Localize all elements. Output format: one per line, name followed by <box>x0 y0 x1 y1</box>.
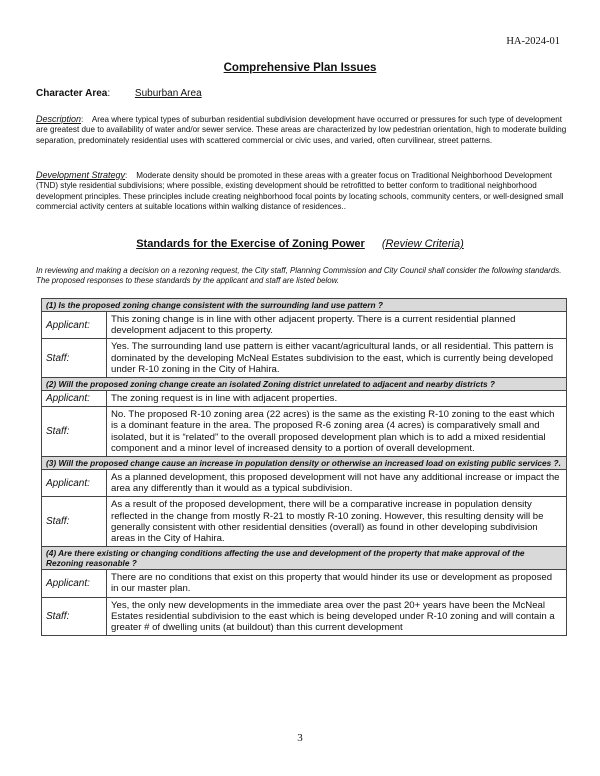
criterion-1-question: (1) Is the proposed zoning change consistent with the surrounding land use pattern ? <box>42 299 567 312</box>
standards-subtitle: (Review Criteria) <box>381 238 464 250</box>
criterion-1-applicant-row <box>42 312 567 339</box>
staff-label: Staff: <box>42 339 107 378</box>
character-area: Character Area: Suburban Area <box>36 88 202 99</box>
standards-intro: In reviewing and making a decision on a rezoning request, the City staff, Planning Commission and City Council shall consider the following standards. The proposed responses to these standards by the applicant and staff are listed below. <box>36 266 562 286</box>
criterion-1-staff-response: Yes. The surrounding land use pattern is either vacant/agricultural lands, or all residential. This pattern is dominated by the developing McNeal Estates subdivision to the east, which is currently being developed under R-10 zoning in the City of Hahira. <box>107 339 567 378</box>
criterion-2-question-row <box>42 378 567 391</box>
staff-label: Staff: <box>42 597 107 636</box>
criterion-2-question: (2) Will the proposed zoning change create an isolated Zoning district unrelated to adjacent and nearby districts ? <box>42 378 567 391</box>
criterion-2-staff-response: No. The proposed R-10 zoning area (22 acres) is the same as the existing R-10 zoning to the east which is a dominant feature in the area. The proposed R-6 zoning area (4 acres) is comparatively small and isolated, but it is “related” to the overall proposed development plan which is to add a mixed residential component and a minor level of increased density to a portion of overall development. <box>107 407 567 457</box>
criterion-1-applicant-response: This zoning change is in line with other adjacent property. There is a current residential planned development adjacent to this property. <box>107 312 567 339</box>
criteria-table <box>41 298 567 636</box>
criterion-1-question-row <box>42 299 567 312</box>
criterion-4-staff-row <box>42 597 567 636</box>
staff-label: Staff: <box>42 497 107 547</box>
character-area-value: Suburban Area <box>134 88 202 99</box>
strategy-label: Development Strategy <box>36 170 126 180</box>
criterion-4-staff-response: Yes, the only new developments in the immediate area over the past 20+ years have been the McNeal Estates residential subdivision to the east which is being developed under R-10 zoning and will contain a greater # of dwelling units (at buildout) than this current development <box>107 597 567 636</box>
criterion-2-applicant-row <box>42 391 567 407</box>
applicant-label: Applicant: <box>42 570 107 597</box>
strategy-paragraph: Development Strategy: Moderate density should be promoted in these areas with a greater focus on Traditional Neighborhood Development (TND) style residential subdivisions; where possible, existing development should be retrofitted to better conform to traditional neighborhood development principles. These principles include creating neighborhood focal points by locating schools, community centers, or well-designed small commercial activity centers at suitable locations within walking distance of residences.. <box>36 170 564 212</box>
page-number: 3 <box>297 732 303 744</box>
strategy-text: Moderate density should be promoted in these areas with a greater focus on Traditional Neighborhood Development (TND) style residential subdivisions; where possible, existing development should be retrofitted to better conform to traditional neighborhood development principles. These principles include creating neighborhood focal points by locating schools, community centers, or well-designed small commercial activity centers at suitable locations within walking distance of residences.. <box>36 171 564 212</box>
criterion-3-staff-row <box>42 497 567 547</box>
character-area-label: Character Area <box>36 88 108 99</box>
standards-heading <box>0 238 600 250</box>
applicant-label: Applicant: <box>42 470 107 497</box>
criterion-3-staff-response: As a result of the proposed development, there will be a comparative increase in population density reflected in the change from mostly R-21 to mostly R-10 zoning. However, this resulting density will be generally consistent with other residential densities (overall) as found in other developing subdivision areas in the City of Hahira. <box>107 497 567 547</box>
document-id: HA-2024-01 <box>506 36 560 47</box>
criterion-4-question: (4) Are there existing or changing conditions affecting the use and development of the property that make approval of the Rezoning reasonable ? <box>42 547 567 570</box>
applicant-label: Applicant: <box>42 312 107 339</box>
description-label: Description <box>36 114 82 124</box>
criterion-3-applicant-row <box>42 470 567 497</box>
standards-title: Standards for the Exercise of Zoning Power <box>136 238 365 250</box>
staff-label: Staff: <box>42 407 107 457</box>
criterion-3-question-row <box>42 457 567 470</box>
criterion-2-applicant-response: The zoning request is in line with adjacent properties. <box>107 391 567 407</box>
applicant-label: Applicant: <box>42 391 107 407</box>
criterion-3-applicant-response: As a planned development, this proposed development will not have any additional increase or impact the area any differently than it would as a typical subdivision. <box>107 470 567 497</box>
criterion-4-question-row <box>42 547 567 570</box>
criterion-4-applicant-response: There are no conditions that exist on this property that would hinder its use or development as proposed in our master plan. <box>107 570 567 597</box>
description-paragraph: Description: Area where typical types of suburban residential subdivision development have occurred or pressures for such type of development are greatest due to availability of water and/or sewer service. These areas are characterized by low pedestrian orientation, high to moderate building separation, predominately residential uses with scattered commercial or civic uses, and varied, often curvilinear, street patterns. <box>36 114 567 145</box>
criterion-1-staff-row <box>42 339 567 378</box>
criterion-4-applicant-row <box>42 570 567 597</box>
criterion-2-staff-row <box>42 407 567 457</box>
criterion-3-question: (3) Will the proposed change cause an increase in population density or otherwise an increased load on existing public services ?. <box>42 457 567 470</box>
description-text: Area where typical types of suburban residential subdivision development have occurred or pressures for such type of development are greatest due to availability of water and/or sewer service. These areas are characterized by low pedestrian orientation, high to moderate building separation, predominately residential uses with scattered commercial or civic uses, and varied, often curvilinear, street patterns. <box>36 115 567 145</box>
page-title: Comprehensive Plan Issues <box>223 62 377 74</box>
